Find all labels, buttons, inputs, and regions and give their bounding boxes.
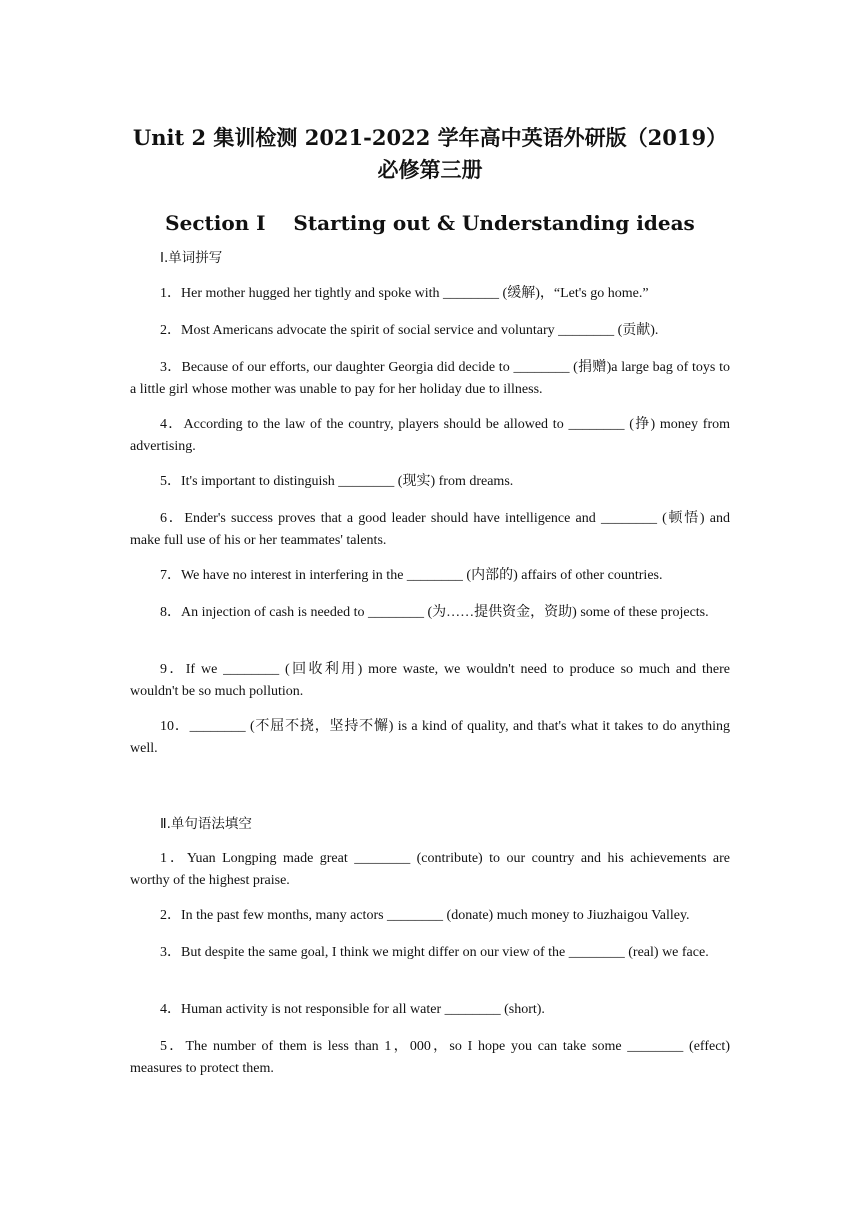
part2-question-1: 1．Yuan Longping made great ________ (contribute) to our country and his achievements are worthy of the highest praise. <box>130 851 730 888</box>
section-title: Section Ⅰ Starting out & Understanding ideas <box>165 211 695 235</box>
part1-question-2: 2．Most Americans advocate the spirit of social service and voluntary ________ (贡献). <box>160 323 659 338</box>
part1-heading: Ⅰ.单词拼写 <box>160 250 223 266</box>
part1-question-6: 6．Ender's success proves that a good leader should have intelligence and ________ (顿悟) and make full use of his or her teammates' talents. <box>130 511 730 548</box>
document-title <box>100 122 760 186</box>
part1-question-8: 8．An injection of cash is needed to ________ (为……提供资金，资助) some of these projects. <box>160 605 709 620</box>
part1-question-1: 1．Her mother hugged her tightly and spoke with ________ (缓解)，“Let's go home.” <box>160 286 649 301</box>
part2-question-2: 2．In the past few months, many actors ________ (donate) much money to Jiuzhaigou Valley. <box>160 908 690 923</box>
part2-question-4: 4．Human activity is not responsible for all water ________ (short). <box>160 1002 545 1017</box>
title-line-2: 必修第三册 <box>377 157 483 182</box>
part2-question-5: 5．The number of them is less than 1，000，so I hope you can take some ________ (effect) measures to protect them. <box>130 1039 730 1076</box>
part2-heading: Ⅱ.单句语法填空 <box>160 816 252 832</box>
part1-question-5: 5．It's important to distinguish ________ (现实) from dreams. <box>160 474 514 489</box>
part1-question-7: 7．We have no interest in interfering in the ________ (内部的) affairs of other countries. <box>160 568 663 583</box>
part1-question-10: 10．________ (不屈不挠，坚持不懈) is a kind of quality, and that's what it takes to do anything well. <box>130 719 730 756</box>
part1-question-3: 3．Because of our efforts, our daughter Georgia did decide to ________ (捐赠)a large bag of toys to a little girl whose mother was unable to pay for her holiday due to illness. <box>130 360 730 397</box>
part1-question-9: 9．If we ________ (回收利用) more waste, we wouldn't need to produce so much and there wouldn't be so much pollution. <box>130 662 730 699</box>
part2-question-3: 3．But despite the same goal, I think we might differ on our view of the ________ (real) we face. <box>160 945 709 960</box>
part1-question-4: 4．According to the law of the country, players should be allowed to ________ (挣) money from advertising. <box>130 417 730 454</box>
title-line-1: Unit 2 集训检测 2021-2022 学年高中英语外研版（2019） <box>132 125 728 150</box>
